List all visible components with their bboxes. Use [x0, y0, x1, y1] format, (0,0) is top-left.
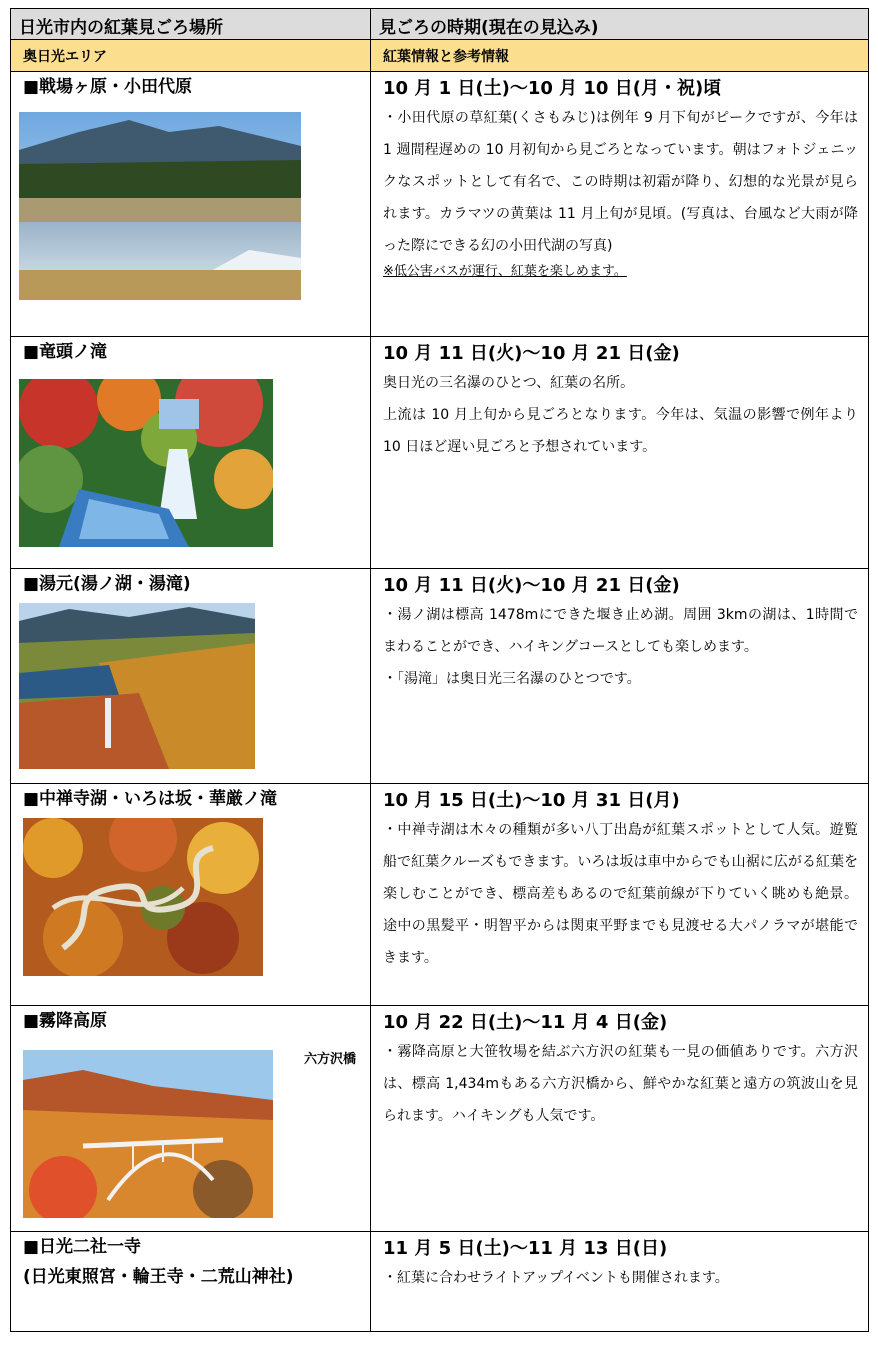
- table-row: [11, 1006, 869, 1232]
- mountain-lake-photo-icon: [19, 603, 255, 769]
- table-header-row: [11, 9, 869, 40]
- info-cell: [371, 569, 869, 784]
- table-row: [11, 72, 869, 337]
- table-row: [11, 784, 869, 1006]
- description-text: ・小田代原の草紅葉(くさもみじ)は例年 9 月下旬がピークですが、今年は 1 週間程遅めの 10 月初旬から見ごろとなっています。朝はフォトジェニックなスポットとして有名で、この時期は初霜が降り、幻想的な光景が見られます。カラマツの黄葉は 11 月上旬が見頃。(写真は、台風など大雨が降った際にできる幻の小田代湖の写真): [383, 110, 858, 254]
- location-name: ■竜頭ノ滝: [23, 342, 108, 362]
- description-text: ・紅葉に合わせライトアップイベントも開催されます。: [383, 1270, 729, 1286]
- location-cell: [11, 72, 371, 337]
- description: [371, 1262, 868, 1294]
- photo-caption: 六方沢橋: [303, 1052, 356, 1067]
- viewing-period: 10 月 15 日(土)〜10 月 31 日(月): [383, 790, 680, 811]
- location-name: ■戦場ヶ原・小田代原: [23, 77, 193, 97]
- location-name: ■霧降高原: [23, 1011, 108, 1031]
- description-line: 上流は 10 月上旬から見ごろとなります。今年は、気温の影響で例年より 10 日ほど遅い見ごろと予想されています。: [383, 407, 858, 455]
- description-line: ・湯ノ湖は標高 1478mにできた堰き止め湖。周囲 3kmの湖は、1時間でまわることができ、ハイキングコースとしても楽しめます。: [383, 607, 858, 655]
- description: [371, 814, 868, 974]
- location-name: ■中禅寺湖・いろは坂・華厳ノ滝: [23, 789, 278, 809]
- table-row: [11, 1232, 869, 1332]
- description-text: ・中禅寺湖は木々の種類が多い八丁出島が紅葉スポットとして人気。遊覧船で紅葉クルーズもできます。いろは坂は車中からでも山裾に広がる紅葉を楽しむことができ、標高差もあるので紅葉前線が下りていく眺めも絶景。途中の黒髪平・明智平からは関東平野までも見渡せる大パノラマが堪能できます。: [383, 822, 858, 966]
- waterfall-photo-icon: [19, 379, 273, 547]
- description: [371, 102, 868, 262]
- location-cell: [11, 1232, 371, 1332]
- description-text: ・霧降高原と大笹牧場を結ぶ六方沢の紅葉も一見の価値ありです。六方沢は、標高 1,434mもある六方沢橋から、鮮やかな紅葉と遠方の筑波山を見られます。ハイキングも人気です。: [383, 1044, 858, 1124]
- viewing-period: 11 月 5 日(土)〜11 月 13 日(日): [383, 1238, 668, 1259]
- description: [371, 367, 868, 463]
- foliage-table: [10, 8, 869, 1332]
- arch-bridge-photo-icon: [23, 1050, 273, 1218]
- description-line: ・「湯滝」は奥日光三名瀑のひとつです。: [383, 671, 641, 687]
- description-line: 奥日光の三名瀑のひとつ、紅葉の名所。: [383, 375, 635, 391]
- header-period: 見ごろの時期(現在の見込み): [371, 9, 869, 40]
- bus-note: ※低公害バスが運行、紅葉を楽しめます。: [383, 264, 627, 279]
- viewing-period: 10 月 1 日(土)〜10 月 10 日(月・祝)頃: [383, 78, 722, 99]
- description: [371, 599, 868, 695]
- area-name: 奥日光エリア: [11, 40, 371, 72]
- location-name: ■日光二社一寺: [23, 1237, 142, 1257]
- location-cell: [11, 1006, 371, 1232]
- info-cell: [371, 337, 869, 569]
- viewing-period: 10 月 11 日(火)〜10 月 21 日(金): [383, 343, 680, 364]
- viewing-period: 10 月 11 日(火)〜10 月 21 日(金): [383, 575, 680, 596]
- info-heading: 紅葉情報と参考情報: [371, 40, 869, 72]
- location-name: ■湯元(湯ノ湖・湯滝): [23, 574, 191, 594]
- viewing-period: 10 月 22 日(土)〜11 月 4 日(金): [383, 1012, 668, 1033]
- info-cell: [371, 784, 869, 1006]
- location-cell: [11, 337, 371, 569]
- header-location: 日光市内の紅葉見ごろ場所: [11, 9, 371, 40]
- info-cell: [371, 1232, 869, 1332]
- info-cell: [371, 1006, 869, 1232]
- location-cell: [11, 569, 371, 784]
- description: [371, 1036, 868, 1132]
- lake-marsh-photo-icon: [19, 112, 301, 300]
- winding-road-photo-icon: [23, 818, 263, 976]
- area-subheader-row: [11, 40, 869, 72]
- info-cell: [371, 72, 869, 337]
- location-subname: (日光東照宮・輪王寺・二荒山神社): [23, 1267, 294, 1287]
- table-row: [11, 337, 869, 569]
- location-cell: [11, 784, 371, 1006]
- table-row: [11, 569, 869, 784]
